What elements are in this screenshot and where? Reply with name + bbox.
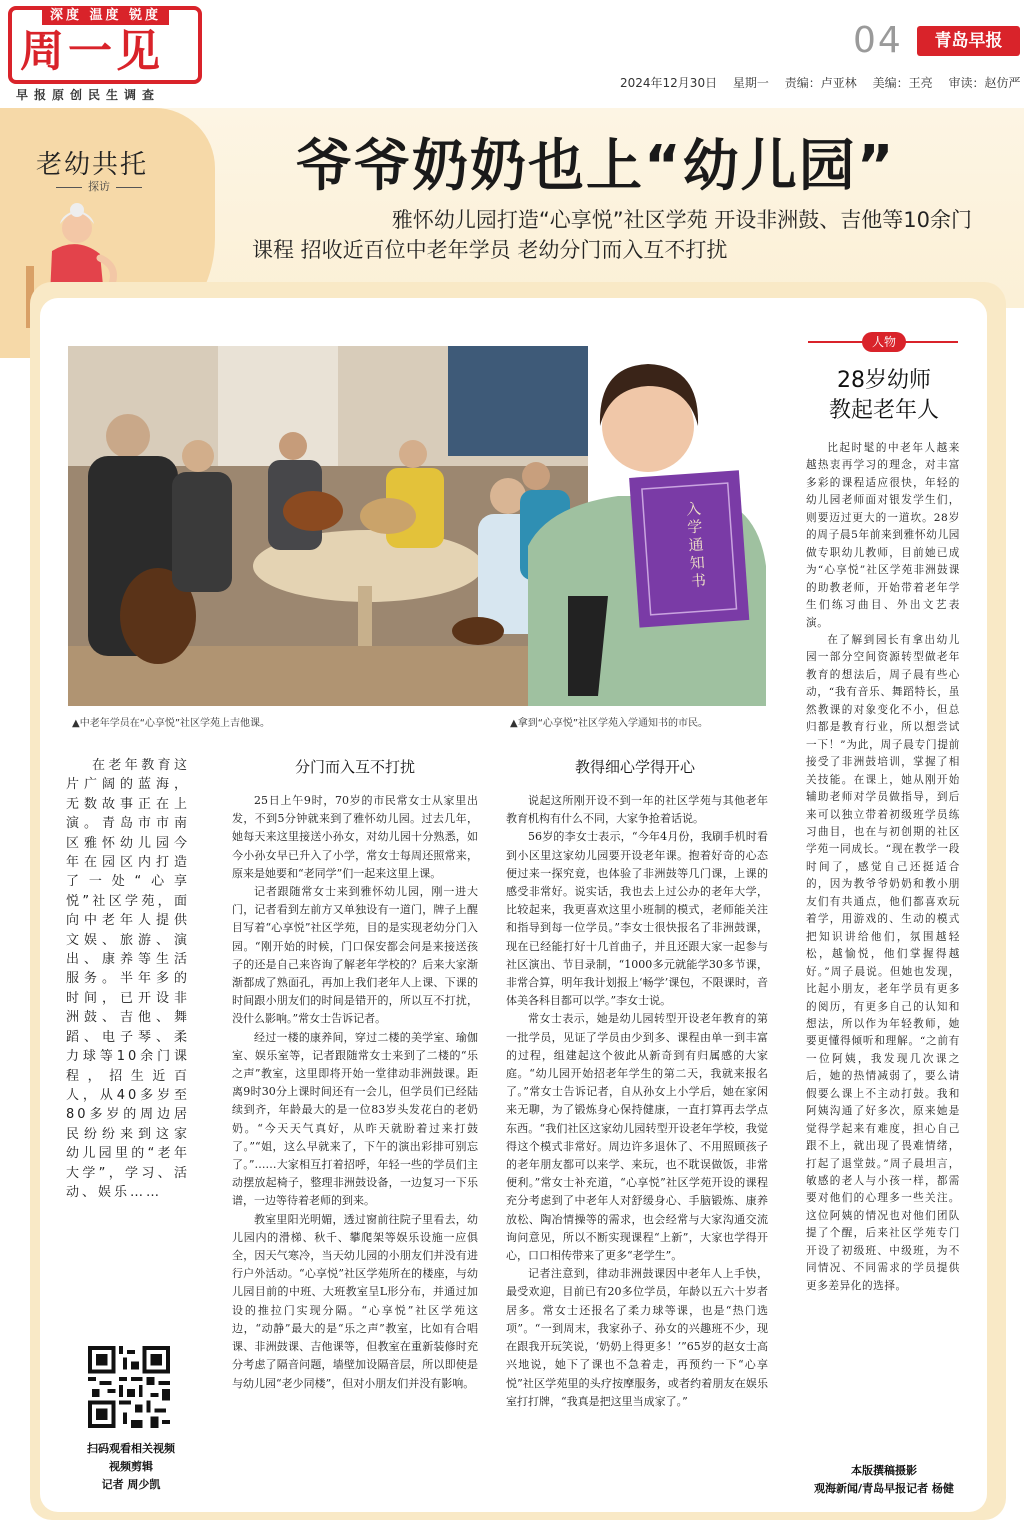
qr-caption-line-3: 记者 周少凯 (101, 1478, 161, 1491)
subheadline-line-2: 课程 招收近百位中老年学员 老幼分门而入互不打扰 (252, 238, 728, 262)
sidebar-title (800, 366, 968, 426)
col2-paragraph: 56岁的李女士表示，“今年4月份，我刷手机时看到小区里这家幼儿园要开设老年课。抱着好奇的心态便过来一探究竟，也体验了非洲鼓等几门课，上课的感受非常好。说实话，我也去上过公办的老年大学，比较起来，我更喜欢这里小班制的模式，老师能关注和指导到每一位学员。”李女士很快报名了非洲鼓课，现在已经能打好十几首曲子，并且还跟大家一起参与社区演出、节目录制，“1000多元就能学30多节课，非常合算，明年我计划报上‘畅学’课包，不限课时，音体美各科目都可以学。”李女士说。 (506, 830, 768, 1008)
brand-name: 周一见 (20, 26, 164, 77)
col1-body (232, 792, 478, 1393)
col2-body (506, 792, 768, 1411)
brand-logo (8, 6, 202, 84)
col1-heading: 分门而入互不打扰 (294, 758, 415, 776)
section-sublabel: 探访 (44, 178, 154, 194)
photo-credit (798, 1462, 970, 1498)
sidebar-tag: 人物 (862, 332, 906, 352)
sidebar-body (806, 440, 960, 1295)
issue-weekday: 星期一 (732, 76, 769, 90)
headline: 爷爷奶奶也上“幼儿园” (296, 134, 896, 199)
paper-logo: 青岛早报 (917, 26, 1020, 56)
page-number: 04 (853, 20, 903, 61)
proofreader-credit: 审读：赵仿严 (948, 76, 1021, 90)
sidebar-paragraph: 比起时髦的中老年人越来越热衷再学习的理念，对丰富多彩的课程适应很快，年轻的幼儿园老师面对银发学生们，则要迈过更大的一道坎。28岁的周子晨5年前来到雅怀幼儿园做专职幼儿教师，目前她已成为“心享悦”社区学苑非洲鼓课的助教老师，开始带着老年学生们练习曲目、外出文艺表演。 (806, 442, 960, 629)
issue-date: 2024年12月30日 (620, 76, 718, 90)
qr-caption-line-2: 视频剪辑 (109, 1460, 153, 1473)
sidebar-title-line-2: 教起老年人 (828, 398, 939, 423)
right-photo-caption: ▲拿到“心享悦”社区学苑入学通知书的市民。 (510, 718, 709, 729)
col1-paragraph: 记者跟随常女士来到雅怀幼儿园，刚一进大门，记者看到左前方又单独设有一道门，牌子上醒目写着“心享悦”社区学苑，目的是实现老幼分门入园。“刚开始的时候，门口保安都会问是来接送孩子的还是自己来咨询了解老年学校的？后来大家渐渐都成了熟面孔，再加上我们老年人上课、下课的时间跟小朋友们的时间是错开的，所以互不打扰，没什么影响。”常女士告诉记者。 (232, 885, 478, 1026)
editor-credit: 责编：卢亚林 (784, 76, 857, 90)
issue-info (620, 74, 1024, 91)
admission-notice-title: 入学通知书 (685, 499, 707, 591)
col1-paragraph: 经过一楼的康养间，穿过二楼的美学室、瑜伽室、娱乐室等，记者跟随常女士来到了二楼的“乐之声”教室，这里即将开始一堂律动非洲鼓课。距离9时30分上课时间还有一会儿，但学员们已经陆续到齐，年龄最大的是一位83岁头发花白的老奶奶。“今天天气真好，从昨天就盼着过来打鼓了。”“姐，这么早就来了，下午的演出彩排可别忘了。”……大家相互打着招呼，年轻一些的学员们主动摆放起椅子，整理非洲鼓设备，一边复习一下乐谱，一边等待着老师的到来。 (232, 1030, 478, 1208)
col1-paragraph: 25日上午9时，70岁的市民常女士从家里出发，不到5分钟就来到了雅怀幼儿园。过去几年，她每天来这里接送小孙女，对幼儿园十分熟悉，如今小孙女早已升入了小学，常女士每周还照常来，原来是她要和“老同学”们一起来这里上课。 (232, 794, 478, 880)
brand-subtitle: 早报原创民生调查 (16, 88, 161, 102)
qr-caption-line-1: 扫码观看相关视频 (87, 1442, 175, 1455)
qr-code-icon[interactable] (88, 1346, 170, 1428)
intro-column (66, 756, 190, 1202)
sidebar-tag-row (808, 332, 958, 352)
credit-line-1: 本版撰稿摄影 (851, 1464, 917, 1477)
col2-paragraph: 记者注意到，律动非洲鼓课因中老年人上手快，最受欢迎，目前已有20多位学员，年龄以五六十岁者居多。常女士还报名了柔力球等课，也是“热门选项”。“一到周末，我家孙子、孙女的兴趣班不少，现在跟我开玩笑说，‘奶奶上得更多！’”65岁的赵女士高兴地说，她下了课也不急着走，再预约一下“心享悦”社区学苑里的头疗按摩服务，或者约着朋友在娱乐室打打牌，“我真是把这里当成家了。” (506, 1267, 768, 1408)
col2-paragraph: 常女士表示，她是幼儿园转型开设老年教育的第一批学员，见证了学员由少到多、课程由单一到丰富的过程，组建起这个彼此从新奇到有归属感的大家庭。“幼儿园开始招老年学生的第二天，我就来报名了。”常女士告诉记者，自从孙女上小学后，她在家闲来无聊，为了锻炼身心保持健康，一直打算再去学点东西。“我们社区这家幼儿园转型开设老年学校，我觉得这个模式非常好。周边许多退休了、不用照顾孩子的老年朋友都可以来学、来玩，也不耽误做饭，非常便利。”常女士补充道，“心享悦”社区学苑开设的课程充分考虑到了中老年人对舒缓身心、手脑锻炼、康养放松、陶冶情操等的需求，也会经常与大家沟通交流询问意见，所以不断实现课程“上新”，大家也学得开心，口口相传带来了更多“老学生”。 (506, 1012, 768, 1263)
guitar-class-photo (68, 346, 588, 706)
art-editor-credit: 美编：王亮 (872, 76, 933, 90)
col2-heading: 教得细心学得开心 (574, 758, 695, 776)
credit-line-2: 观海新闻/青岛早报记者 杨健 (814, 1482, 954, 1495)
section-label: 老幼共托 (36, 150, 149, 180)
admission-notice-photo (588, 346, 766, 706)
masthead (0, 0, 1024, 108)
subheadline-line-1: 雅怀幼儿园打造“心享悦”社区学苑 开设非洲鼓、吉他等10余门 (391, 208, 972, 232)
sidebar-title-line-1: 28岁幼师 (837, 368, 931, 393)
sidebar-paragraph: 在了解到园长有拿出幼儿园一部分空间资源转型做老年教育的想法后，周子晨有些心动，“我有音乐、舞蹈特长，虽然教课的对象变化不小，但总归都是教育行业，所以想尝试一下！”为此，周子晨专门提前接受了非洲鼓培训，掌握了相关技能。在课上，她从刚开始辅助老师对学员做指导，到后来可以独立带着初级班学员练习曲目，也在与初创期的社区学苑一同成长。“现在教学一段时间了，感觉自己还挺适合的，因为教爷爷奶奶和教小朋友们有共通点，他们都喜欢玩着学，用游戏的、生动的模式把知识讲给他们，氛围越轻松，越愉悦，他们掌握得越好。”周子晨说。但她也发现，比起小朋友，老年学员有更多的阅历，有更多自己的认知和想法，所以作为年轻教师，她要更懂得倾听和理解。“之前有一位阿姨，我发现几次课之后，她的热情减弱了，要么请假要么课上不主动打鼓。我和阿姨沟通了好多次，原来她是觉得学起来有难度，担心自己跟不上，就出现了畏难情绪，打起了退堂鼓。”周子晨坦言，敏感的老人与小孩一样，都需要对他们的心理多一些关注。这位阿姨的情况也对他们团队提了个醒，后来社区学苑专门开设了初级班、中级班，为不同情况、不同需求的学员提供更多差异化的选择。 (806, 633, 960, 1292)
brand-tagline: 深度 温度 锐度 (42, 7, 169, 25)
qr-caption (66, 1440, 196, 1494)
left-photo-caption: ▲中老年学员在“心享悦”社区学苑上吉他课。 (72, 718, 271, 729)
intro-paragraph: 在老年教育这片广阔的蓝海，无数故事正在上演。青岛市市南区雅怀幼儿园今年在园区内打造了一处“心享悦”社区学苑，面向中老年人提供文娱、旅游、演出、康养等生活服务。半年多的时间，已开设非洲鼓、吉他、舞蹈、电子琴、柔力球等10余门课程，招生近百人，从40多岁至80多岁的周边居民纷纷来到这家幼儿园里的“老年大学”，学习、活动、娱乐…… (66, 758, 190, 1200)
col2-paragraph: 说起这所刚开设不到一年的社区学苑与其他老年教育机构有什么不同，大家争抢着话说。 (506, 794, 768, 826)
subheadline (252, 205, 972, 265)
col1-paragraph: 教室里阳光明媚，透过窗前往院子里看去，幼儿园内的滑梯、秋千、攀爬架等娱乐设施一应俱全，因天气寒冷，当天幼儿园的小朋友们并没有进行户外活动。“心享悦”社区学苑所在的楼座，与幼儿园目前的中班、大班教室呈L形分布，并通过加设的推拉门实现分隔。“心享悦”社区学苑这边，“动静”最大的是“乐之声”教室，比如有合唱课、非洲鼓课、吉他课等，但教室在重新装修时充分考虑了隔音问题，墙壁加设隔音层，所以即使是与幼儿园“老少同楼”，但对小朋友们并没有影响。 (232, 1212, 478, 1390)
